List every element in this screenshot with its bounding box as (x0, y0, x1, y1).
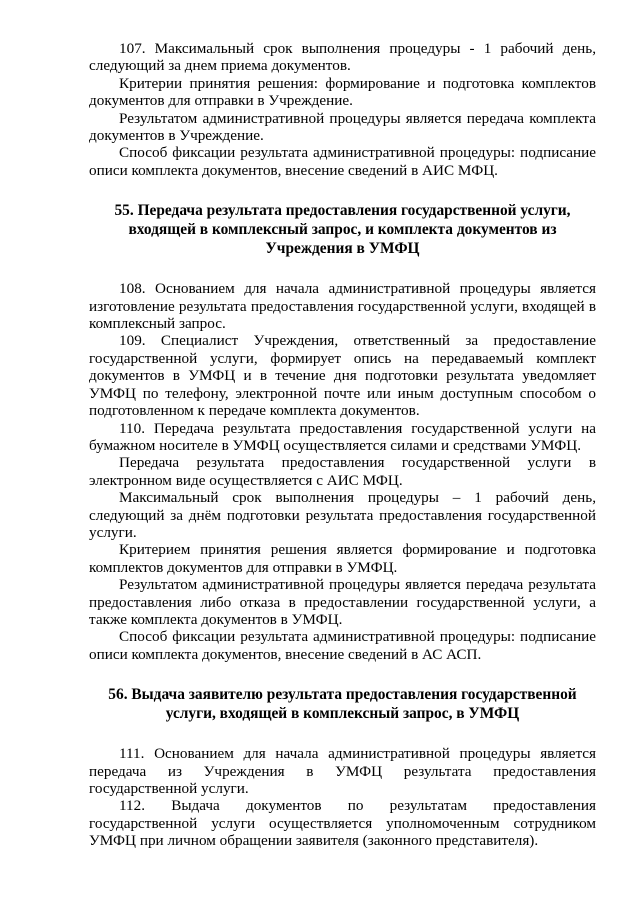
spacer (89, 723, 596, 745)
spacer (89, 663, 596, 685)
paragraph-110: 110. Передача результата предоставления государственной услуги на бумажном носителе в УМФЦ осуществляется силами и средствами УМФЦ. (89, 419, 596, 454)
paragraph-max-term: Максимальный срок выполнения процедуры – 1 рабочий день, следующий за днём подготовки результата предоставления государственной услуги. (89, 489, 596, 541)
paragraph-fixation-method: Способ фиксации результата административной процедуры: подписание описи комплекта документов, внесение сведений в АС АСП. (89, 628, 596, 663)
paragraph-electronic-transfer: Передача результата предоставления государственной услуги в электронном виде осуществляется с АИС МФЦ. (89, 454, 596, 489)
paragraph-109: 109. Специалист Учреждения, ответственный за предоставление государственной услуги, формирует опись на передаваемый комплект документов в УМФЦ и в течение дня подготовки результата уведомляет УМФЦ по телефону, электронной почте или иным доступным способом о подготовленном к передаче комплекта документов. (89, 332, 596, 420)
paragraph-108: 108. Основанием для начала административной процедуры является изготовление результата предоставления государственной услуги, входящей в комплексный запрос. (89, 280, 596, 333)
paragraph-result: Результатом административной процедуры является передача комплекта документов в Учреждение. (89, 109, 596, 145)
paragraph-fixation: Способ фиксации результата административной процедуры: подписание описи комплекта документов, внесение сведений в АИС МФЦ. (89, 144, 596, 179)
spacer (89, 258, 596, 280)
spacer (89, 179, 596, 201)
paragraph-criteria: Критерии принятия решения: формирование и подготовка комплектов документов для отправки в Учреждение. (89, 74, 596, 110)
document-page (89, 40, 596, 850)
paragraph-decision-criteria: Критерием принятия решения является формирование и подготовка комплектов документов для отправки в УМФЦ. (89, 541, 596, 576)
paragraph-procedure-result: Результатом административной процедуры является передача результата предоставления либо отказа в предоставлении государственной услуги, а также комплекта документов в УМФЦ. (89, 576, 596, 628)
section-55-heading: 55. Передача результата предоставления государственной услуги, входящей в комплексный запрос, и комплекта документов из Учреждения в УМФЦ (114, 202, 571, 258)
section-56-heading: 56. Выдача заявителю результата предоставления государственной услуги, входящей в комплексный запрос, в УМФЦ (108, 686, 577, 723)
paragraph-112: 112. Выдача документов по результатам предоставления государственной услуги осуществляется уполномоченным сотрудником УМФЦ при личном обращении заявителя (законного представителя). (89, 797, 596, 850)
paragraph-111: 111. Основанием для начала административной процедуры является передача из Учреждения в УМФЦ результата предоставления государственной услуги. (89, 745, 596, 797)
paragraph-107: 107. Максимальный срок выполнения процедуры - 1 рабочий день, следующий за днем приема документов. (89, 40, 596, 75)
